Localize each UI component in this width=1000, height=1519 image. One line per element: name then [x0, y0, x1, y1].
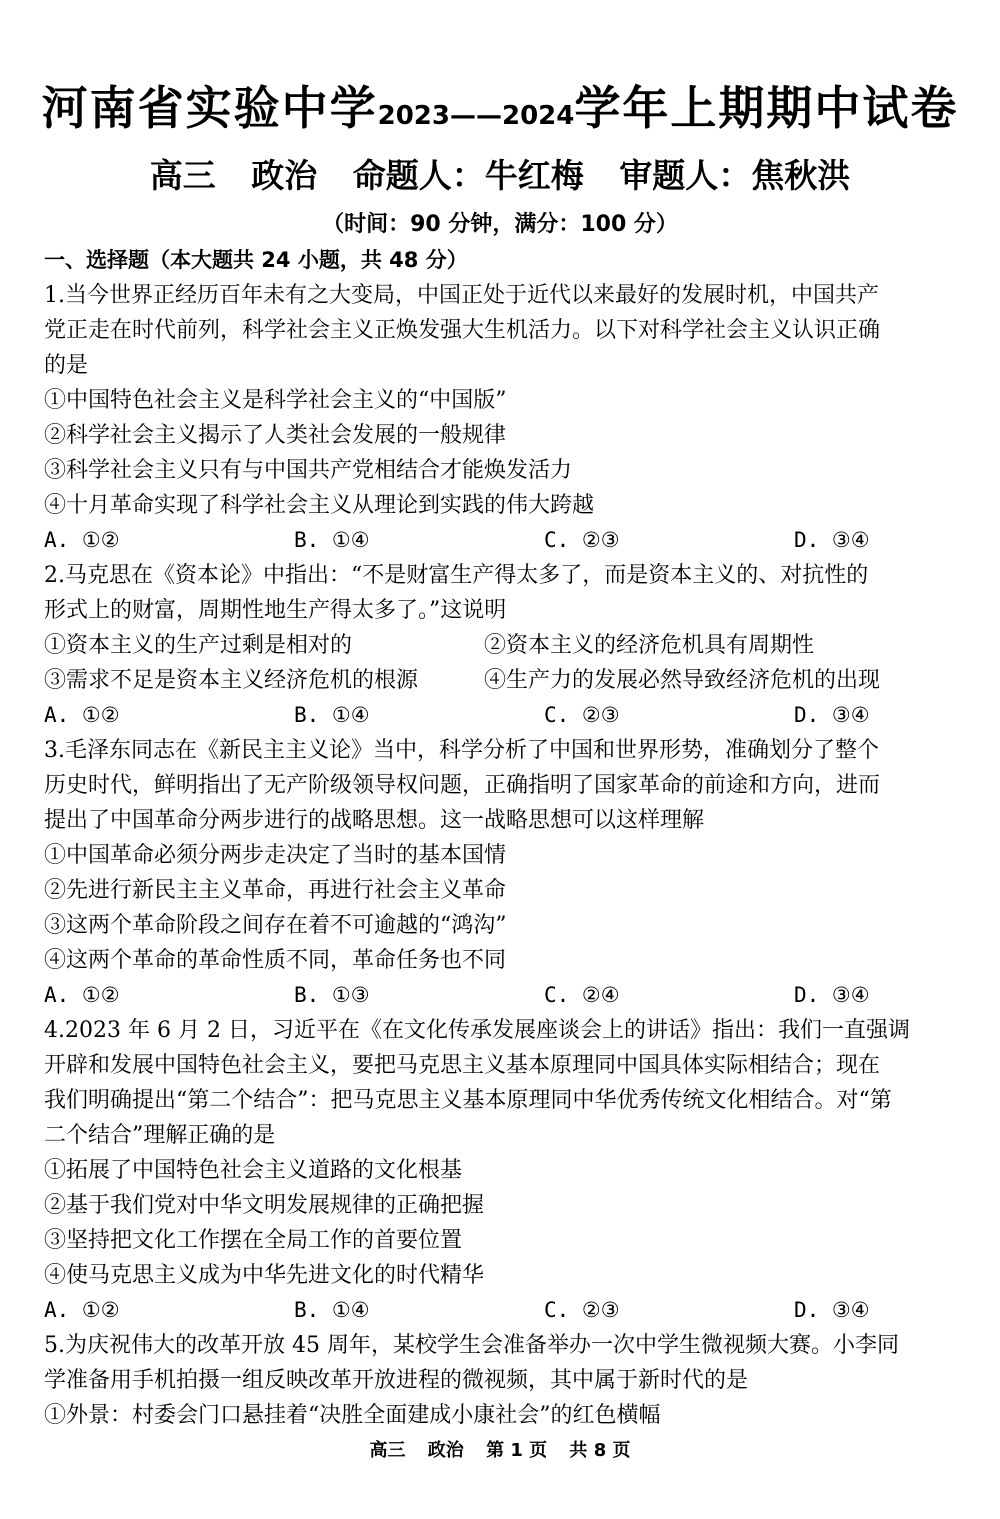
- statement: ③这两个革命阶段之间存在着不可逾越的“鸿沟”: [44, 913, 507, 938]
- statement: ④十月革命实现了科学社会主义从理论到实践的伟大跨越: [44, 493, 595, 518]
- grade-label: 高三: [149, 156, 216, 195]
- option-d: D. ③④: [794, 703, 870, 727]
- statement: ②科学社会主义揭示了人类社会发展的一般规律: [44, 423, 507, 448]
- question-4: [44, 1013, 956, 1328]
- option-a: A. ①②: [44, 703, 120, 727]
- footer-page-number: 第 1 页: [486, 1440, 548, 1461]
- option-a: A. ①②: [44, 983, 120, 1007]
- option-d: D. ③④: [794, 528, 870, 552]
- option-c: C. ②③: [544, 703, 620, 727]
- setter-label: 命题人：牛红梅: [352, 156, 584, 195]
- statement: ③坚持把文化工作摆在全局工作的首要位置: [44, 1228, 463, 1253]
- answer-options: [44, 1293, 956, 1328]
- option-b: B. ①④: [294, 1298, 370, 1322]
- title-rest: 学年上期期中试卷: [574, 81, 959, 135]
- question-stem: 2.马克思在《资本论》中指出：“不是财富生产得太多了，而是资本主义的、对抗性的: [44, 563, 869, 588]
- question-stem: 的是: [44, 353, 89, 378]
- option-b: B. ①③: [294, 983, 370, 1007]
- question-stem: 二个结合”理解正确的是: [44, 1123, 276, 1148]
- question-1: [44, 278, 956, 558]
- question-5: [44, 1328, 956, 1433]
- statement: ④这两个革命的革命性质不同，革命任务也不同: [44, 948, 507, 973]
- statement: ①中国特色社会主义是科学社会主义的“中国版”: [44, 388, 507, 413]
- statement: ①资本主义的生产过剩是相对的: [44, 633, 353, 658]
- footer-subject: 政治: [427, 1440, 464, 1461]
- option-b: B. ①④: [294, 703, 370, 727]
- exam-title: [0, 72, 1000, 138]
- question-stem: 党正走在时代前列，科学社会主义正焕发强大生机活力。以下对科学社会主义认识正确: [44, 318, 881, 343]
- answer-options: [44, 523, 956, 558]
- exam-subtitle: [0, 150, 1000, 197]
- option-c: C. ②④: [544, 983, 620, 1007]
- answer-options: [44, 698, 956, 733]
- option-c: C. ②③: [544, 528, 620, 552]
- exam-content: [44, 243, 956, 1433]
- statement-row: [44, 663, 956, 698]
- subject-label: 政治: [251, 156, 318, 195]
- question-stem: 我们明确提出“第二个结合”：把马克思主义基本原理同中华优秀传统文化相结合。对“第: [44, 1088, 892, 1113]
- footer-total-pages: 共 8 页: [569, 1440, 631, 1461]
- question-stem: 形式上的财富，周期性地生产得太多了。”这说明: [44, 598, 507, 623]
- section-title: 一、选择题（本大题共 24 小题，共 48 分）: [44, 248, 468, 272]
- reviewer-label: 审题人：焦秋洪: [619, 156, 851, 195]
- question-2: [44, 558, 956, 733]
- answer-options: [44, 978, 956, 1013]
- school-name: 河南省实验中学: [41, 81, 378, 135]
- statement: ②资本主义的经济危机具有周期性: [484, 633, 815, 658]
- question-stem: 提出了中国革命分两步进行的战略思想。这一战略思想可以这样理解: [44, 808, 705, 833]
- option-d: D. ③④: [794, 1298, 870, 1322]
- question-stem: 3.毛泽东同志在《新民主主义论》当中，科学分析了中国和世界形势，准确划分了整个: [44, 738, 879, 763]
- question-stem: 学准备用手机拍摄一组反映改革开放进程的微视频，其中属于新时代的是: [44, 1368, 749, 1393]
- question-stem: 4.2023 年 6 月 2 日，习近平在《在文化传承发展座谈会上的讲话》指出：我们一直强调: [44, 1018, 910, 1043]
- option-c: C. ②③: [544, 1298, 620, 1322]
- option-b: B. ①④: [294, 528, 370, 552]
- option-a: A. ①②: [44, 1298, 120, 1322]
- question-3: [44, 733, 956, 1013]
- question-stem: 1.当今世界正经历百年未有之大变局，中国正处于近代以来最好的发展时机，中国共产: [44, 283, 879, 308]
- statement: ③科学社会主义只有与中国共产党相结合才能焕发活力: [44, 458, 573, 483]
- option-d: D. ③④: [794, 983, 870, 1007]
- statement: ①外景：村委会门口悬挂着“决胜全面建成小康社会”的红色横幅: [44, 1403, 661, 1428]
- statement: ①中国革命必须分两步走决定了当时的基本国情: [44, 843, 507, 868]
- question-stem: 5.为庆祝伟大的改革开放 45 周年，某校学生会准备举办一次中学生微视频大赛。小李同: [44, 1333, 899, 1358]
- statement-row: [44, 628, 956, 663]
- statement: ②基于我们党对中华文明发展规律的正确把握: [44, 1193, 485, 1218]
- statement: ④使马克思主义成为中华先进文化的时代精华: [44, 1263, 485, 1288]
- footer-grade: 高三: [369, 1440, 406, 1461]
- academic-years: 2023——2024: [377, 101, 575, 131]
- statement: ②先进行新民主主义革命，再进行社会主义革命: [44, 878, 507, 903]
- statement: ③需求不足是资本主义经济危机的根源: [44, 668, 419, 693]
- statement: ④生产力的发展必然导致经济危机的出现: [484, 668, 881, 693]
- question-stem: 开辟和发展中国特色社会主义，要把马克思主义基本原理同中国具体实际相结合；现在: [44, 1053, 881, 1078]
- question-stem: 历史时代，鲜明指出了无产阶级领导权问题，正确指明了国家革命的前途和方向，进而: [44, 773, 881, 798]
- page-footer: [0, 1436, 1000, 1462]
- time-info: （时间：90 分钟，满分：100 分）: [322, 212, 678, 237]
- statement: ①拓展了中国特色社会主义道路的文化根基: [44, 1158, 463, 1183]
- option-a: A. ①②: [44, 528, 120, 552]
